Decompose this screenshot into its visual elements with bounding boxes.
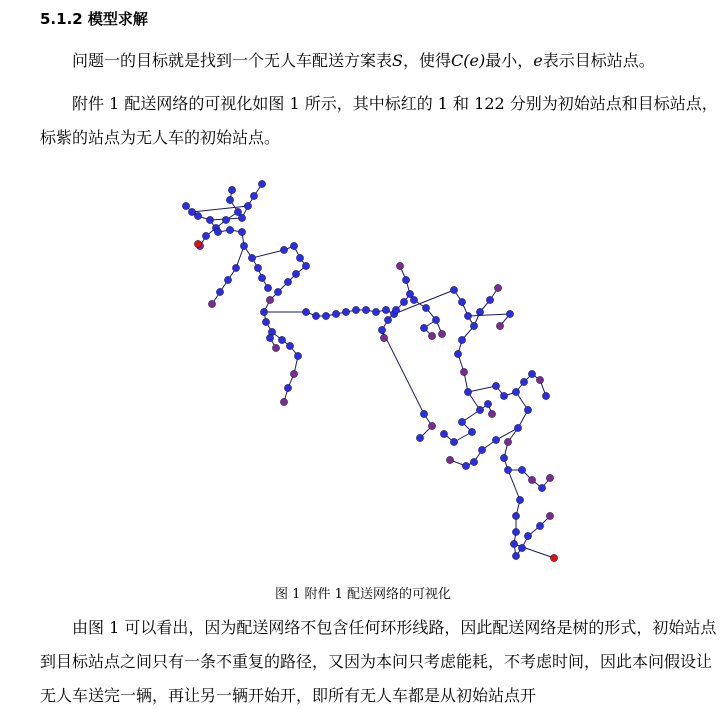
network-node [514, 424, 521, 431]
network-node [216, 288, 223, 295]
network-node [492, 436, 499, 443]
network-node [464, 388, 471, 395]
network-node [512, 528, 519, 535]
network-node [244, 202, 251, 209]
network-node [266, 334, 273, 341]
network-node [202, 232, 209, 239]
network-node [510, 540, 517, 547]
network-edge [382, 330, 424, 414]
network-node [528, 370, 535, 377]
paragraph-figure-intro: 附件 1 配送网络的可视化如图 1 所示，其中标红的 1 和 122 分别为初始站点和目标站点，标紫的站点为无人车的初始站点。 [40, 94, 718, 147]
paragraph-analysis: 由图 1 可以看出，因为配送网络不包含任何环形线路，因此配送网络是树的形式，初始站点到目标站点之间只有一条不重复的路径，又因为本问只考虑能耗，不考虑时间，因此本问假设让无人车送完一辆，再让另一辆开始开，即所有无人车都是从初始站点开 [40, 618, 717, 705]
network-node-vehicle-start [460, 368, 467, 375]
network-figure [170, 170, 570, 570]
math-S: S [392, 51, 403, 70]
network-node [296, 254, 303, 261]
network-node [280, 246, 287, 253]
network-node [484, 400, 491, 407]
network-node [516, 496, 523, 503]
network-node-vehicle-start [290, 370, 297, 377]
network-node [250, 192, 257, 199]
network-node [402, 276, 409, 283]
network-node [384, 316, 391, 323]
network-node [422, 304, 429, 311]
network-node [392, 306, 399, 313]
network-node [458, 336, 465, 343]
network-node-vehicle-start [528, 476, 535, 483]
network-node [362, 306, 369, 313]
network-node [258, 180, 265, 187]
network-node [322, 312, 329, 319]
network-node [468, 428, 475, 435]
network-node [342, 308, 349, 315]
network-node-vehicle-start [428, 422, 435, 429]
network-node [512, 512, 519, 519]
network-node [382, 306, 389, 313]
p1-text-a: 问题一的目标就是找到一个无人车配送方案表 [72, 51, 393, 70]
network-node [506, 310, 513, 317]
network-edge [508, 470, 520, 500]
network-node-start-target [194, 240, 201, 247]
network-node [234, 208, 241, 215]
network-node [294, 352, 301, 359]
network-node [352, 306, 359, 313]
network-node [372, 308, 379, 315]
network-node-vehicle-start [266, 296, 273, 303]
network-node [518, 466, 525, 473]
network-node [524, 532, 531, 539]
network-node-vehicle-start [536, 376, 543, 383]
p1-text-c: 最小， [485, 51, 534, 70]
network-node [504, 466, 511, 473]
network-node [542, 392, 549, 399]
network-node [420, 410, 427, 417]
network-node-vehicle-start [428, 332, 435, 339]
network-node [214, 228, 221, 235]
network-node [464, 312, 471, 319]
network-node [226, 196, 233, 203]
network-node [520, 378, 527, 385]
section-heading: 5.1.2 模型求解 [40, 10, 148, 28]
network-node [284, 278, 291, 285]
network-node [290, 242, 297, 249]
network-node [512, 552, 519, 559]
p1-text-b: ，使得 [402, 51, 451, 70]
network-node [450, 286, 457, 293]
network-node [410, 296, 417, 303]
network-node [258, 274, 265, 281]
network-node [278, 336, 285, 343]
network-edge [468, 314, 510, 316]
network-node [292, 270, 299, 277]
math-C-e: C(e) [451, 51, 486, 70]
network-node [518, 544, 525, 551]
network-node [222, 216, 229, 223]
network-node [224, 276, 231, 283]
network-node [486, 296, 493, 303]
network-node [512, 388, 519, 395]
network-node-vehicle-start [438, 330, 445, 337]
math-e: e [533, 51, 543, 70]
network-node-vehicle-start [272, 344, 279, 351]
network-node [500, 392, 507, 399]
network-node [450, 438, 457, 445]
network-node-vehicle-start [546, 474, 553, 481]
network-node [286, 342, 293, 349]
network-node-vehicle-start [494, 284, 501, 291]
network-node [332, 310, 339, 317]
network-edge [468, 386, 496, 392]
network-node [228, 186, 235, 193]
network-node [260, 308, 267, 315]
network-node [226, 226, 233, 233]
p1-text-d: 表示目标站点。 [542, 51, 655, 70]
network-node [240, 242, 247, 249]
network-node [476, 308, 483, 315]
network-node-vehicle-start [380, 334, 387, 341]
network-node [262, 318, 269, 325]
network-node [458, 298, 465, 305]
network-node [524, 406, 531, 413]
network-node [478, 446, 485, 453]
network-node [274, 288, 281, 295]
network-node [538, 484, 545, 491]
network-node [182, 202, 189, 209]
network-node-vehicle-start [546, 512, 553, 519]
network-node [264, 284, 271, 291]
network-node [238, 228, 245, 235]
network-node [400, 298, 407, 305]
network-node-vehicle-start [488, 410, 495, 417]
network-node [536, 522, 543, 529]
network-edge [252, 250, 284, 258]
network-node [284, 384, 291, 391]
network-node [302, 308, 309, 315]
network-node [378, 326, 385, 333]
network-node-vehicle-start [496, 322, 503, 329]
figure-caption: 图 1 附件 1 配送网络的可视化 [274, 587, 452, 602]
network-node [476, 406, 483, 413]
network-node-vehicle-start [280, 398, 287, 405]
network-node [432, 316, 439, 323]
network-node [248, 254, 255, 261]
network-node [458, 418, 465, 425]
network-node-vehicle-start [208, 300, 215, 307]
network-node-vehicle-start [396, 262, 403, 269]
network-node-vehicle-start [446, 456, 453, 463]
network-node [206, 216, 213, 223]
network-node-start-target [550, 554, 557, 561]
network-node [454, 350, 461, 357]
network-node [440, 430, 447, 437]
network-node [194, 212, 201, 219]
network-node-vehicle-start [504, 438, 511, 445]
network-node [462, 462, 469, 469]
network-node [312, 312, 319, 319]
network-node [470, 322, 477, 329]
network-node [232, 264, 239, 271]
paragraph-objective [40, 44, 720, 78]
network-node [254, 264, 261, 271]
network-node [420, 324, 427, 331]
network-node [470, 458, 477, 465]
network-node [500, 454, 507, 461]
network-node [416, 434, 423, 441]
network-node [302, 262, 309, 269]
network-node [492, 382, 499, 389]
